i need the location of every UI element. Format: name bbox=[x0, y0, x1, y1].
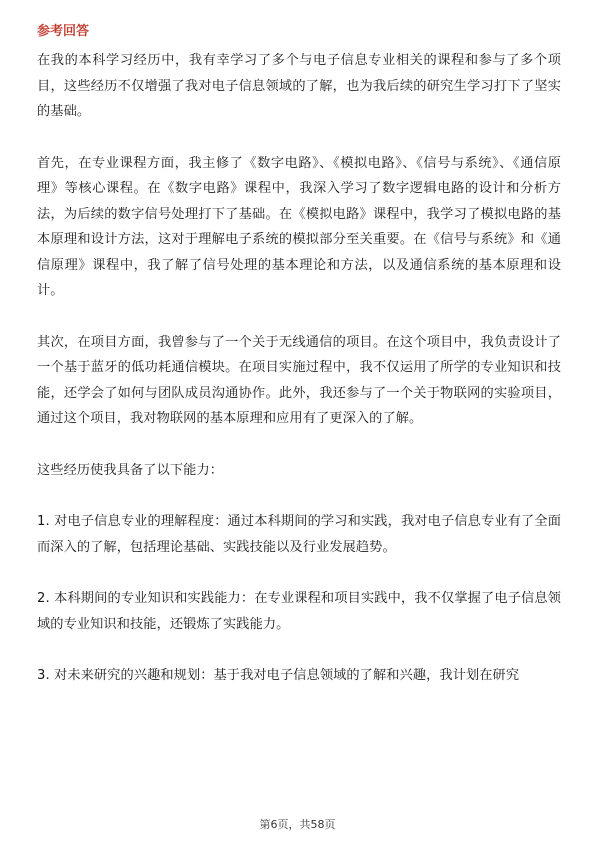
section-heading: 参考回答 bbox=[37, 24, 90, 39]
paragraph-intro: 在我的本科学习经历中，我有幸学习了多个与电子信息专业相关的课程和参与了多个项目，这些经历不仅增强了我对电子信息领域的了解，也为我后续的研究生学习打下了坚实的基础。 bbox=[37, 53, 561, 119]
paragraph-ability-2: 2. 本科期间的专业知识和实践能力：在专业课程和项目实践中，我不仅掌握了电子信息领域的专业知识和技能，还锻炼了实践能力。 bbox=[37, 591, 561, 632]
document-body bbox=[37, 22, 561, 715]
paragraph-ability-1: 1. 对电子信息专业的理解程度：通过本科期间的学习和实践，我对电子信息专业有了全面而深入的了解，包括理论基础、实践技能以及行业发展趋势。 bbox=[37, 514, 561, 555]
paragraph-courses: 首先，在专业课程方面，我主修了《数字电路》、《模拟电路》、《信号与系统》、《通信原理》等核心课程。在《数字电路》课程中，我深入学习了数字逻辑电路的设计和分析方法，为后续的数字信号处理打下了基础。在《模拟电路》课程中，我学习了模拟电路的基本原理和设计方法，这对于理解电子系统的模拟部分至关重要。在《信号与系统》和《通信原理》课程中，我了解了信号处理的基本理论和方法，以及通信系统的基本原理和设计。 bbox=[37, 155, 561, 298]
page-number: 第6页，共58页 bbox=[259, 818, 336, 831]
paragraph-projects: 其次，在项目方面，我曾参与了一个关于无线通信的项目。在这个项目中，我负责设计了一个基于蓝牙的低功耗通信模块。在项目实施过程中，我不仅运用了所学的专业知识和技能，还学会了如何与团队成员沟通协作。此外，我还参与了一个关于物联网的实验项目，通过这个项目，我对物联网的基本原理和应用有了更深入的了解。 bbox=[37, 334, 561, 426]
paragraph-abilities-intro: 这些经历使我具备了以下能力： bbox=[37, 462, 224, 478]
paragraph-ability-3: 3. 对未来研究的兴趣和规划：基于我对电子信息领域的了解和兴趣，我计划在研究 bbox=[37, 668, 520, 683]
